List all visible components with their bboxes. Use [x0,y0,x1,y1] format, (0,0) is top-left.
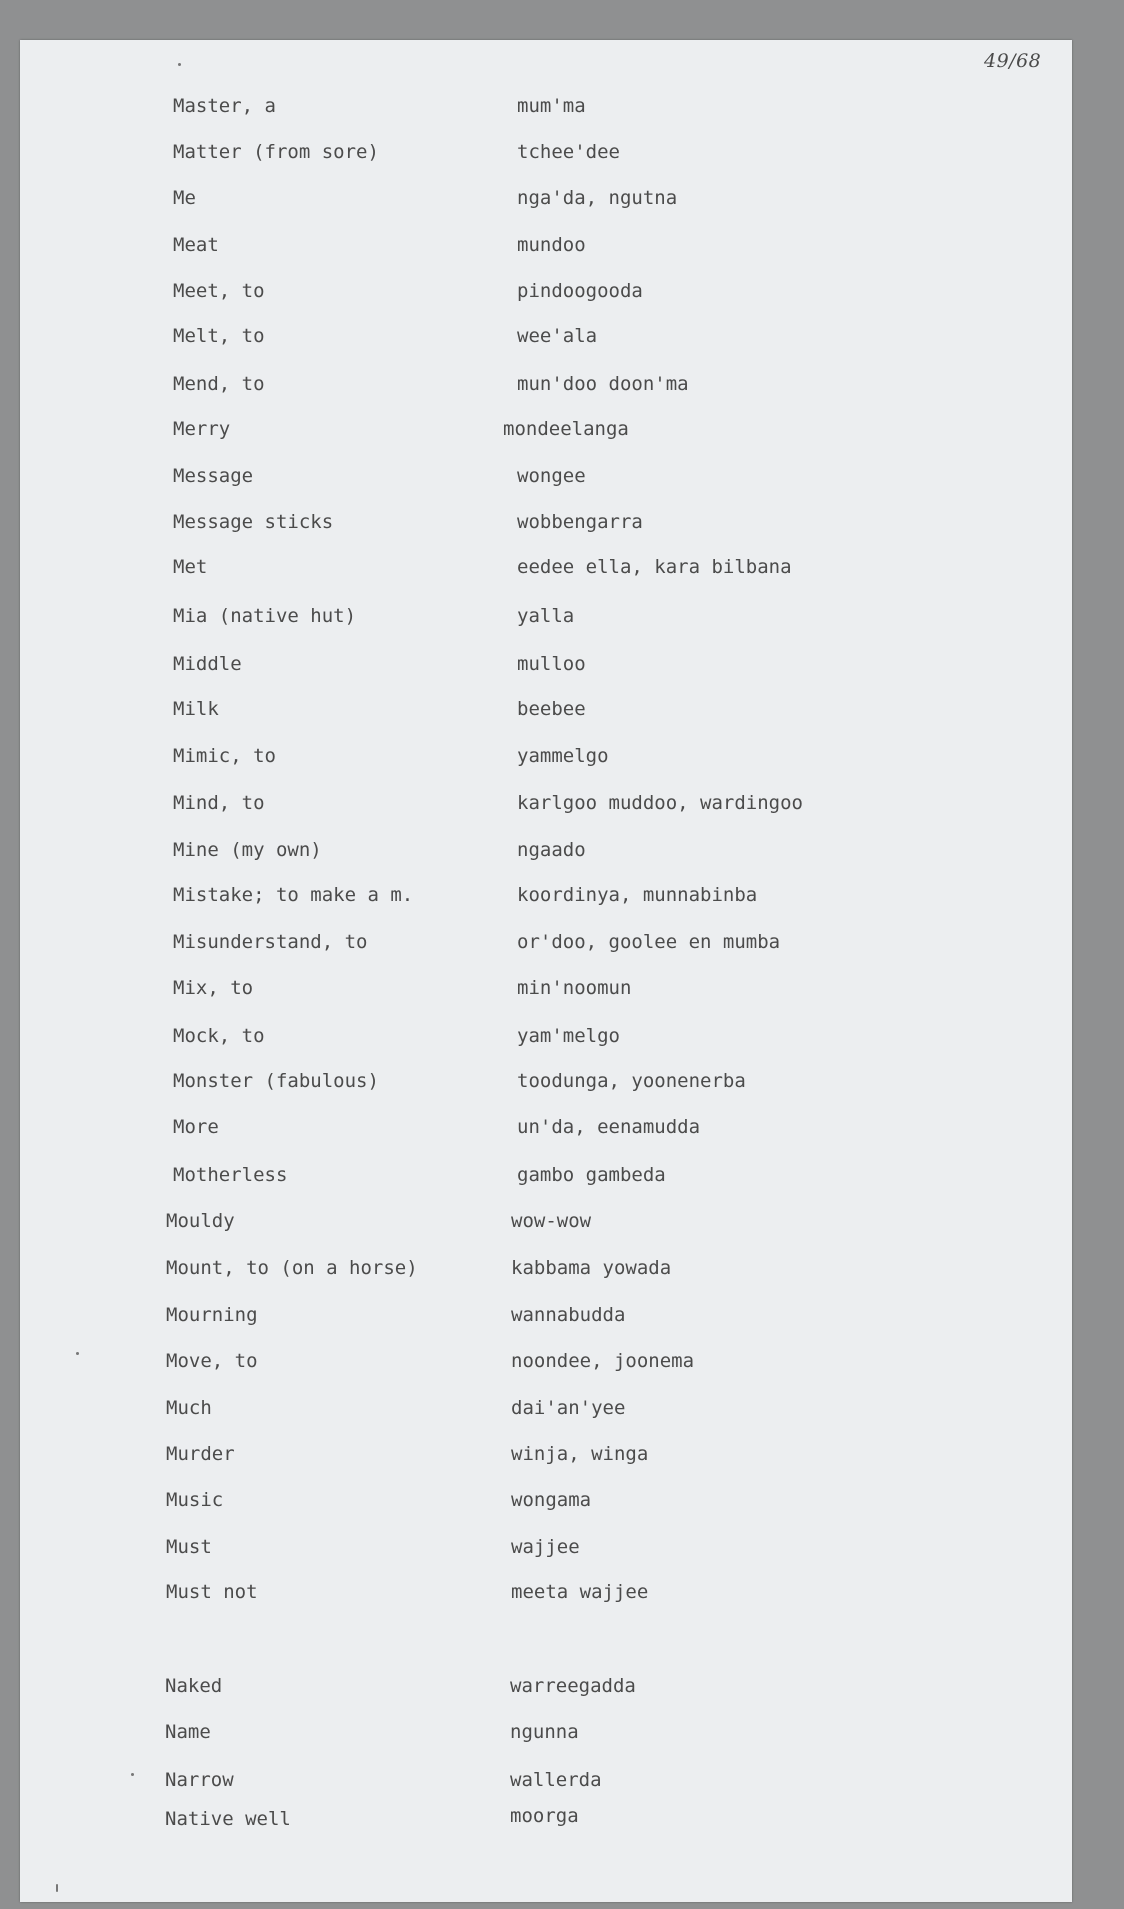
entry-row [0,1159,1124,1191]
entry-row [0,1111,1124,1143]
entry-row [0,320,1124,352]
entry-translation: meeta wajjee [511,1581,649,1603]
entry-row [0,787,1124,819]
paper-speck [131,1773,134,1776]
entry-row [0,600,1124,632]
entry-translation: mulloo [517,653,586,675]
entry-term: Milk [173,698,219,720]
entry-translation: noondee, joonema [511,1350,695,1372]
entry-translation: wee'ala [517,325,598,347]
entry-translation: gambo gambeda [517,1164,666,1186]
entry-translation: un'da, eenamudda [517,1116,701,1138]
entry-row [0,229,1124,261]
entry-translation: winja, winga [511,1443,649,1465]
entry-translation: mum'ma [517,95,586,117]
entry-term: Mock, to [173,1025,265,1047]
entry-row [0,740,1124,772]
entry-row [0,460,1124,492]
entry-row [0,1764,1124,1796]
entry-row [0,90,1124,122]
paper-speck [76,1352,79,1355]
entry-translation: or'doo, goolee en mumba [517,931,781,953]
entry-row [0,1576,1124,1608]
entry-translation: pindoogooda [517,280,643,302]
entry-term: Narrow [165,1769,234,1791]
entry-term: Mind, to [173,792,265,814]
entry-translation: yalla [517,605,575,627]
entry-row [0,1670,1124,1702]
entry-term: Matter (from sore) [173,141,379,163]
entry-translation: wongee [517,465,586,487]
entry-term: Motherless [173,1164,288,1186]
entry-term: Misunderstand, to [173,931,368,953]
entry-term: Meat [173,234,219,256]
entry-row [0,693,1124,725]
entry-term: Mistake; to make a m. [173,884,414,906]
entry-translation: mun'doo doon'ma [517,373,689,395]
entry-term: Much [166,1397,212,1419]
entry-term: Name [165,1721,211,1743]
entry-row [0,648,1124,680]
entry-term: Mount, to (on a horse) [166,1257,418,1279]
entry-translation: min'noomun [517,977,632,999]
entry-term: Mia (native hut) [173,605,357,627]
entry-row [0,1803,1124,1835]
entry-row [0,182,1124,214]
entry-term: Music [166,1489,224,1511]
entry-translation: wannabudda [511,1304,626,1326]
entry-term: Native well [165,1808,291,1830]
entry-translation: eedee ella, kara bilbana [517,556,792,578]
entry-row [0,1438,1124,1470]
entry-translation: mondeelanga [503,418,629,440]
entry-row [0,1531,1124,1563]
entry-translation: warreegadda [510,1675,636,1697]
entry-row [0,1205,1124,1237]
folio-number: 49/68 [984,50,1042,72]
entry-row [0,275,1124,307]
entry-translation: wongama [511,1489,592,1511]
entry-term: Mend, to [173,373,265,395]
entry-term: Me [173,187,196,209]
entry-row [0,551,1124,583]
entry-term: Master, a [173,95,276,117]
entry-row [0,1345,1124,1377]
entry-translation: wobbengarra [517,511,643,533]
entry-term: Mine (my own) [173,839,322,861]
entry-translation: wallerda [510,1769,602,1791]
entry-term: Mix, to [173,977,254,999]
entry-translation: yam'melgo [517,1025,620,1047]
entry-term: Melt, to [173,325,265,347]
entry-term: Must [166,1536,212,1558]
entry-translation: kabbama yowada [511,1257,672,1279]
entry-term: Naked [165,1675,223,1697]
entry-row [0,1392,1124,1424]
entry-row [0,926,1124,958]
entry-term: Mouldy [166,1210,235,1232]
entry-translation: tchee'dee [517,141,620,163]
entry-translation: beebee [517,698,586,720]
entry-row [0,1299,1124,1331]
entry-term: Must not [166,1581,258,1603]
entry-term: Mimic, to [173,745,276,767]
entry-term: Move, to [166,1350,258,1372]
entry-translation: toodunga, yoonenerba [517,1070,746,1092]
entry-row [0,1252,1124,1284]
entry-row [0,1716,1124,1748]
entry-row [0,506,1124,538]
entry-translation: nga'da, ngutna [517,187,678,209]
entry-translation: ngaado [517,839,586,861]
entry-term: Met [173,556,208,578]
entry-row [0,1020,1124,1052]
entry-term: Monster (fabulous) [173,1070,379,1092]
entry-row [0,413,1124,445]
entry-term: Middle [173,653,242,675]
entry-translation: koordinya, munnabinba [517,884,758,906]
entry-term: Mourning [166,1304,258,1326]
entry-term: Merry [173,418,231,440]
entry-term: Message [173,465,254,487]
entry-term: Murder [166,1443,235,1465]
entry-translation: yammelgo [517,745,609,767]
entry-row [0,368,1124,400]
entry-term: Message sticks [173,511,334,533]
entry-term: More [173,1116,219,1138]
paper-speck [56,1884,58,1892]
entry-translation: wajjee [511,1536,580,1558]
entry-translation: ngunna [510,1721,579,1743]
entry-row [0,972,1124,1004]
entry-term: Meet, to [173,280,265,302]
entry-row [0,879,1124,911]
entry-translation: moorga [510,1805,579,1827]
entry-row [0,1484,1124,1516]
entry-translation: karlgoo muddoo, wardingoo [517,792,803,814]
paper-speck [178,63,181,66]
entry-translation: wow-wow [511,1210,592,1232]
entry-translation: dai'an'yee [511,1397,626,1419]
entry-row [0,136,1124,168]
entry-row [0,1065,1124,1097]
entry-translation: mundoo [517,234,586,256]
entry-row [0,834,1124,866]
